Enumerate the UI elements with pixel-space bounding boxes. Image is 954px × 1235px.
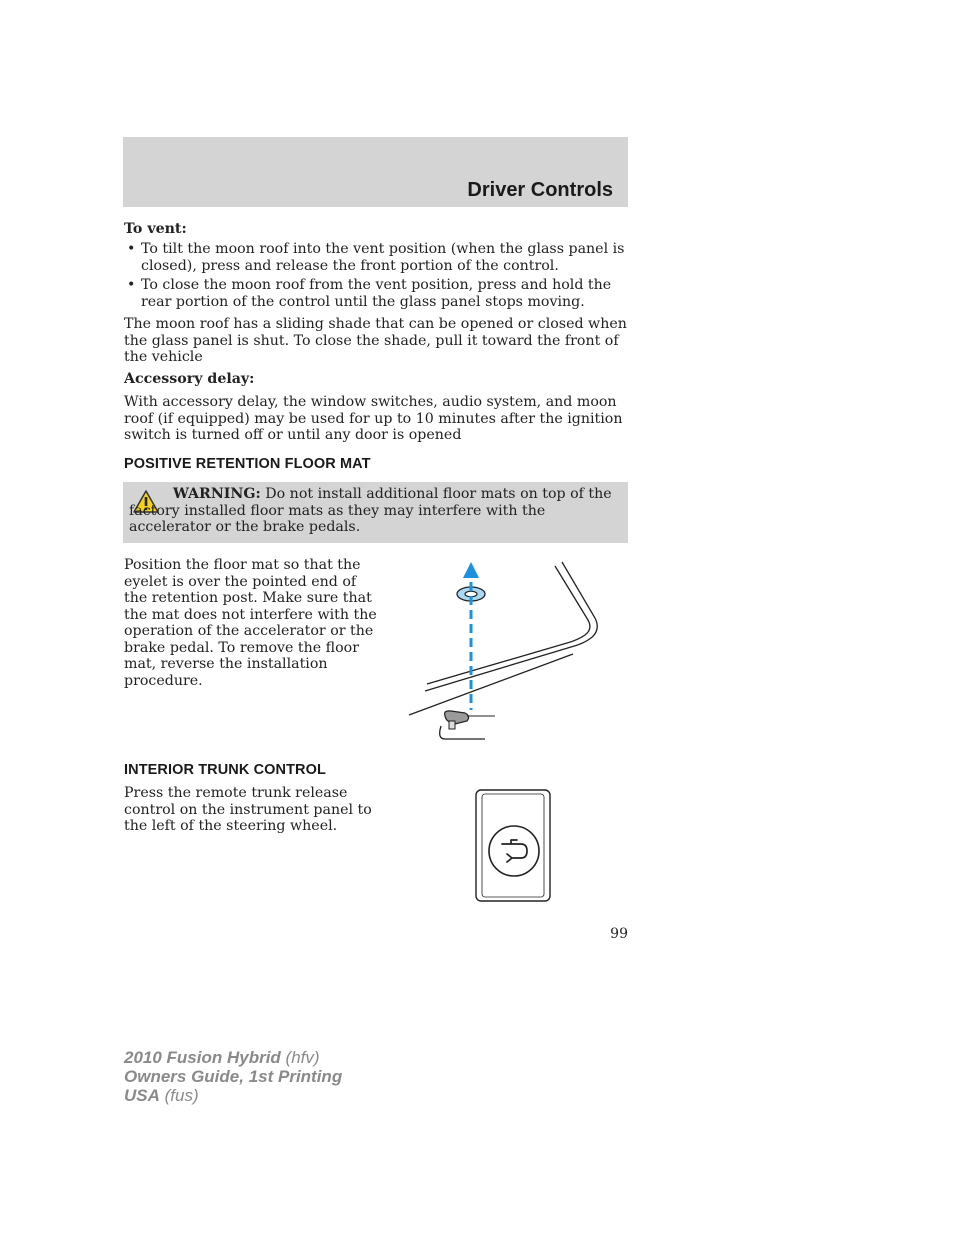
footer-model: 2010 Fusion Hybrid [124, 1048, 281, 1067]
vent-bullet-1 [124, 241, 628, 274]
section-title: Driver Controls [467, 179, 613, 201]
footer-model-code: (hfv) [280, 1048, 320, 1067]
accessory-paragraph: With accessory delay, the window switches, audio system, and moon roof (if equipped) may be used for up to 10 minutes after the ignition switch is turned off or until any door is opened [124, 394, 623, 443]
footer-market-code: (fus) [159, 1086, 199, 1105]
footer-line-2 [124, 1067, 342, 1086]
trunk-heading: INTERIOR TRUNK CONTROL [124, 762, 326, 778]
footer-market: USA [124, 1086, 160, 1105]
warning-body: Do not install additional floor mats on top of the factory installed floor mats as they may interfere with the accelerator or the brake pedals. [129, 486, 612, 535]
shade-paragraph: The moon roof has a sliding shade that can be opened or closed when the glass panel is shut. To close the shade, pull it toward the front of the vehicle [124, 316, 627, 365]
warning-text [129, 486, 619, 536]
floor-mat-paragraph: Position the floor mat so that the eyelet is over the pointed end of the retention post. Make sure that the mat does not interfere with the operation of the accelerator or the brake pedal. To remove the floor mat, reverse the installation procedure. [124, 557, 377, 689]
arrow-up-icon [463, 562, 479, 710]
floor-outline [409, 562, 597, 715]
retention-post-icon [440, 711, 495, 739]
footer-printing: Owners Guide, 1st Printing [124, 1067, 343, 1086]
vent-heading: To vent: [124, 221, 187, 237]
bullet-glyph: • [127, 241, 136, 257]
section-header-bar [123, 137, 628, 207]
trunk-release-icon [489, 826, 539, 876]
vent-bullet-text: To close the moon roof from the vent position, press and hold the rear portion of the control until the glass panel stops moving. [141, 277, 612, 310]
trunk-release-switch [474, 788, 554, 903]
vent-bullet-text: To tilt the moon roof into the vent position (when the glass panel is closed), press and release the front portion of the control. [141, 241, 625, 274]
footer-line-1 [124, 1048, 320, 1067]
floor-mat-heading: POSITIVE RETENTION FLOOR MAT [124, 456, 371, 472]
page-number: 99 [610, 926, 628, 942]
vent-bullet-2 [124, 277, 628, 310]
accessory-heading: Accessory delay: [124, 371, 255, 387]
warning-label: WARNING: [173, 486, 261, 502]
bullet-glyph: • [127, 277, 136, 293]
footer-line-3 [124, 1086, 199, 1105]
floor-mat-illustration [405, 558, 615, 744]
warning-box [123, 482, 628, 543]
trunk-paragraph: Press the remote trunk release control on the instrument panel to the left of the steering wheel. [124, 785, 372, 834]
